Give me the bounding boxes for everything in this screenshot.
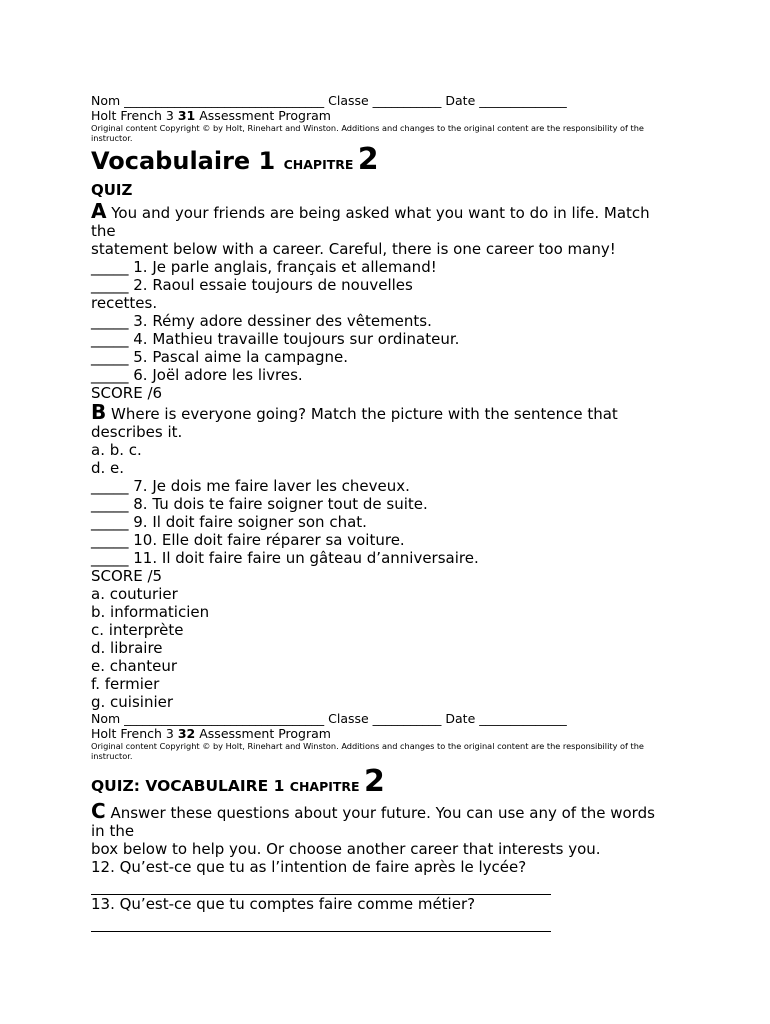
section-c-instruction-2: in the <box>91 822 135 840</box>
question-13: 13. Qu’est-ce que tu comptes faire comme métier? <box>91 895 476 913</box>
item-5: _____ 5. Pascal aime la campagne. <box>91 348 348 366</box>
section-b-instruction-1: Where is everyone going? Match the picture with the sentence that <box>106 405 618 423</box>
career-d: d. libraire <box>91 639 163 657</box>
program-line <box>91 108 691 123</box>
name-class-date-line: Nom ________________________________ Classe ___________ Date ______________ <box>91 93 567 108</box>
page-number: 31 <box>177 108 196 123</box>
title-chapter-number: 2 <box>357 142 379 177</box>
quiz-title-2-chapitre: CHAPITRE <box>289 779 364 794</box>
program-line-2 <box>91 726 691 741</box>
item-9: _____ 9. Il doit faire soigner son chat. <box>91 513 367 531</box>
copyright-notice-2: Original content Copyright © by Holt, Rinehart and Winston. Additions and changes to the original content are the responsibility of the instructor. <box>91 741 644 761</box>
section-c-instruction-3: box below to help you. Or choose another career that interests you. <box>91 840 601 858</box>
section-c-instructions <box>91 799 691 823</box>
item-2-continued: recettes. <box>91 294 158 312</box>
score-b: SCORE /5 <box>91 567 163 585</box>
title-main: Vocabulaire 1 <box>91 147 284 175</box>
career-f: f. fermier <box>91 675 160 693</box>
section-c-letter: C <box>91 799 106 823</box>
item-2: _____ 2. Raoul essaie toujours de nouvelles <box>91 276 413 294</box>
career-c: c. interprète <box>91 621 184 639</box>
section-a-instruction-1: You and your friends are being asked what you want to do in life. Match <box>106 204 650 222</box>
career-e: e. chanteur <box>91 657 178 675</box>
item-11: _____ 11. Il doit faire faire un gâteau d’anniversaire. <box>91 549 479 567</box>
item-4: _____ 4. Mathieu travaille toujours sur ordinateur. <box>91 330 460 348</box>
program-suffix: Assessment Program <box>195 108 331 123</box>
item-6: _____ 6. Joël adore les livres. <box>91 366 303 384</box>
page-number-2: 32 <box>177 726 196 741</box>
section-a-letter: A <box>91 199 107 223</box>
program-suffix-2: Assessment Program <box>195 726 331 741</box>
picture-labels-row-1: a. b. c. <box>91 441 142 459</box>
item-7: _____ 7. Je dois me faire laver les cheveux. <box>91 477 410 495</box>
program-prefix: Holt French 3 <box>91 108 178 123</box>
career-a: a. couturier <box>91 585 178 603</box>
quiz-title-2-number: 2 <box>363 764 385 799</box>
section-b-instructions <box>91 400 691 424</box>
answer-line-12[interactable] <box>91 876 551 895</box>
quiz-label: QUIZ <box>91 181 133 199</box>
career-b: b. informaticien <box>91 603 210 621</box>
section-a-instruction-3: statement below with a career. Careful, there is one career too many! <box>91 240 616 258</box>
copyright-notice: Original content Copyright © by Holt, Rinehart and Winston. Additions and changes to the original content are the responsibility of the instructor. <box>91 123 644 143</box>
section-a-instruction-2: the <box>91 222 116 240</box>
question-12: 12. Qu’est-ce que tu as l’intention de faire après le lycée? <box>91 858 527 876</box>
section-b-instruction-2: describes it. <box>91 423 183 441</box>
career-g: g. cuisinier <box>91 693 174 711</box>
name-class-date-line-2: Nom ________________________________ Classe ___________ Date ______________ <box>91 711 567 726</box>
item-1: _____ 1. Je parle anglais, français et allemand! <box>91 258 437 276</box>
section-c-instruction-1: Answer these questions about your future. You can use any of the words <box>105 804 655 822</box>
section-a-instructions <box>91 199 691 223</box>
section-b-letter: B <box>91 400 107 424</box>
score-a: SCORE /6 <box>91 384 163 402</box>
answer-line-13[interactable] <box>91 913 551 932</box>
quiz-title-2-main: QUIZ: VOCABULAIRE 1 <box>91 777 290 795</box>
item-3: _____ 3. Rémy adore dessiner des vêtements. <box>91 312 432 330</box>
picture-labels-row-2: d. e. <box>91 459 125 477</box>
program-prefix-2: Holt French 3 <box>91 726 178 741</box>
document-page <box>91 93 691 932</box>
title-chapitre: CHAPITRE <box>283 157 358 172</box>
quiz-title-2 <box>91 764 691 802</box>
item-10: _____ 10. Elle doit faire réparer sa voiture. <box>91 531 405 549</box>
item-8: _____ 8. Tu dois te faire soigner tout de suite. <box>91 495 428 513</box>
page-title <box>91 142 691 180</box>
